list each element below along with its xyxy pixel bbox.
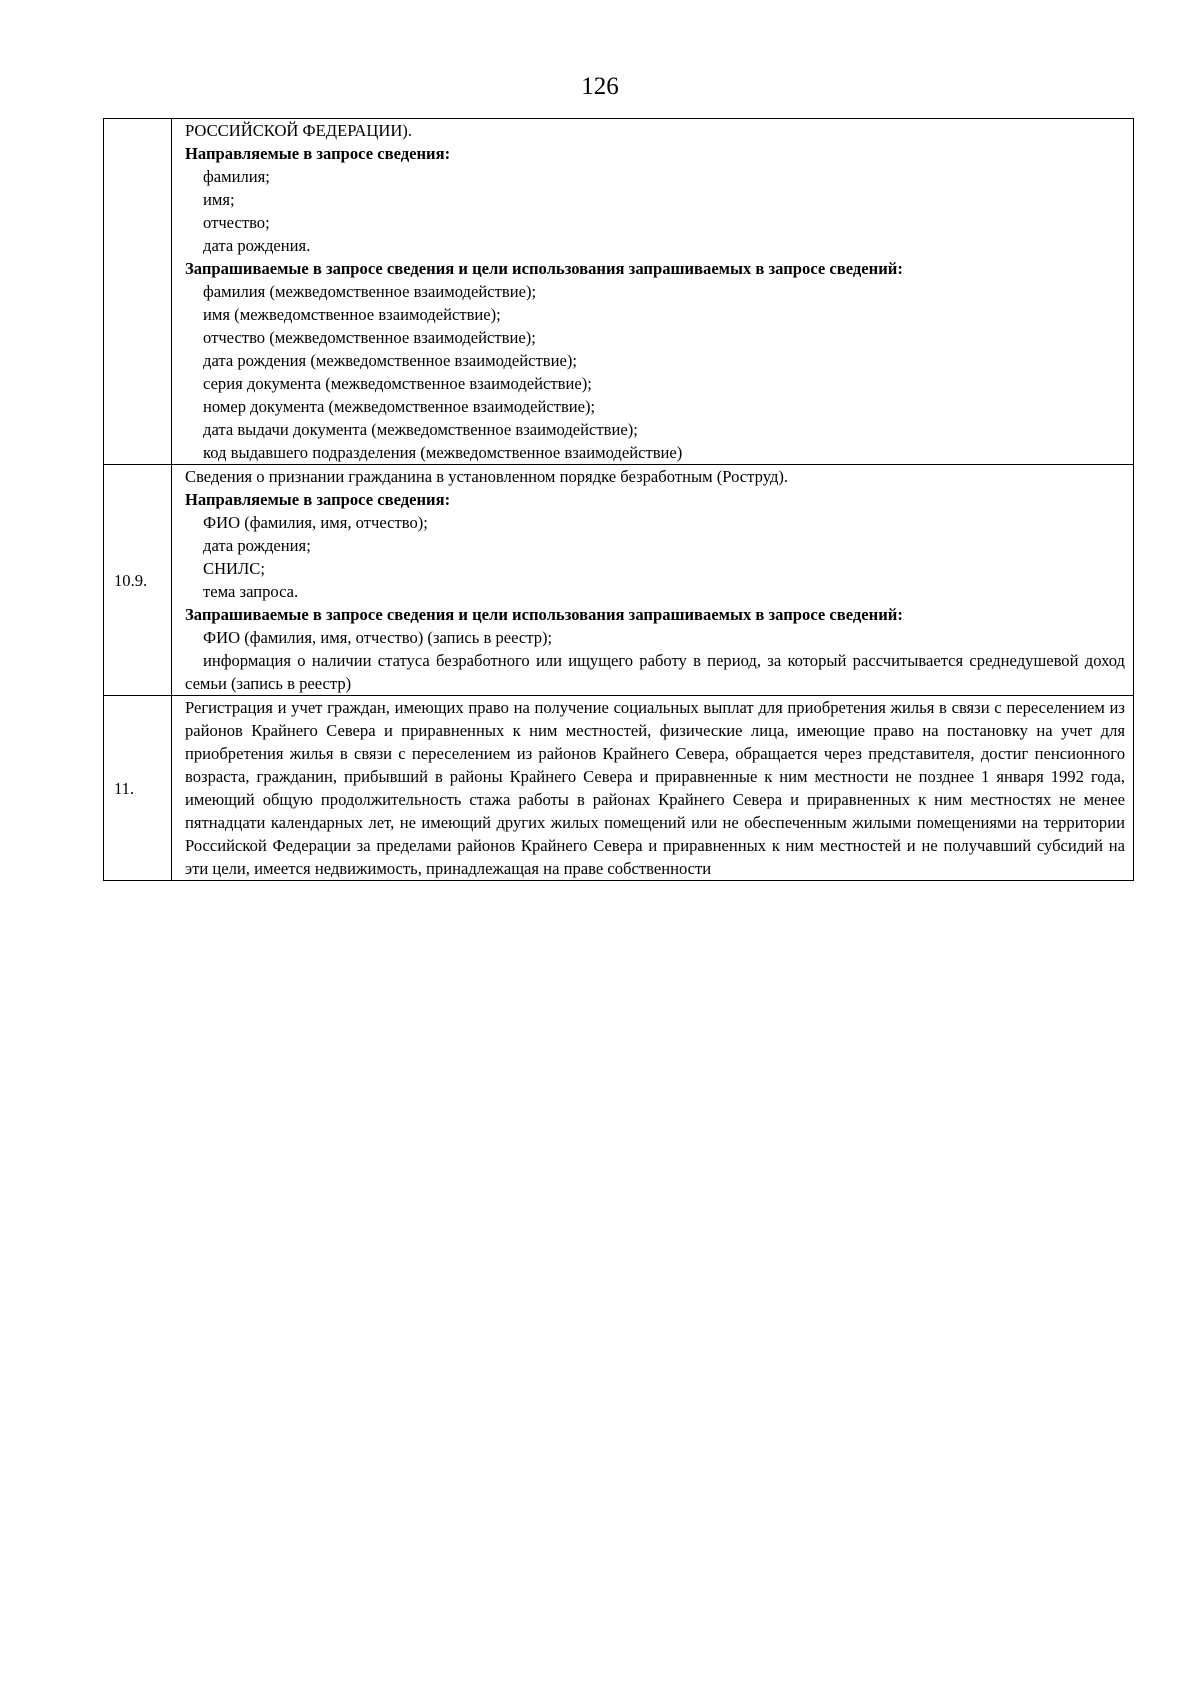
row-content-cell xyxy=(172,119,1134,465)
table-row xyxy=(104,696,1134,881)
list-item: дата рождения; xyxy=(203,536,311,555)
document-table xyxy=(103,118,1134,881)
list-item: дата выдачи документа (межведомственное взаимодействие); xyxy=(203,420,638,439)
list-item: номер документа (межведомственное взаимодействие); xyxy=(203,397,596,416)
row-content-cell xyxy=(172,465,1134,696)
text-line: РОССИЙСКОЙ ФЕДЕРАЦИИ). xyxy=(185,121,412,140)
row-content-cell xyxy=(172,696,1134,881)
table-row xyxy=(104,119,1134,465)
paragraph: Регистрация и учет граждан, имеющих право на получение социальных выплат для приобретения жилья в связи с переселением из районов Крайнего Севера и приравненных к ним местностей, физические лица, имеющие право на постановку на учет для приобретения жилья в связи с переселением из районов Крайнего Севера, обращается через представителя, достиг пенсионного возраста, гражданин, прибывший в районы Крайнего Севера и приравненные к ним местности не позднее 1 января 1992 года, имеющий общую продолжительность стажа работы в районах Крайнего Севера и приравненных к ним местностях не менее пятнадцати календарных лет, не имеющий других жилых помещений или не обеспеченным жилыми помещениями на территории Российской Федерации за пределами районов Крайнего Севера и приравненных к ним местностей и не получавший субсидий на эти цели, имеется недвижимость, принадлежащая на праве собственности xyxy=(185,698,1125,878)
list-item: имя (межведомственное взаимодействие); xyxy=(203,305,501,324)
list-item: СНИЛС; xyxy=(203,559,265,578)
row-number-cell: 11. xyxy=(104,696,172,881)
list-item: дата рождения (межведомственное взаимодействие); xyxy=(203,351,577,370)
section-heading: Направляемые в запросе сведения: xyxy=(185,144,451,163)
list-item: ФИО (фамилия, имя, отчество); xyxy=(203,513,428,532)
section-heading: Запрашиваемые в запросе сведения и цели использования запрашиваемых в запросе сведений: xyxy=(185,259,903,278)
list-item: фамилия (межведомственное взаимодействие); xyxy=(203,282,537,301)
list-item: тема запроса. xyxy=(203,582,299,601)
list-item: отчество (межведомственное взаимодействие); xyxy=(203,328,536,347)
list-item: ФИО (фамилия, имя, отчество) (запись в реестр); xyxy=(203,628,553,647)
list-item: фамилия; xyxy=(203,167,270,186)
list-item: дата рождения. xyxy=(203,236,311,255)
page-number: 126 xyxy=(581,73,619,100)
section-heading: Запрашиваемые в запросе сведения и цели использования запрашиваемых в запросе сведений: xyxy=(185,605,903,624)
row-number-cell: 10.9. xyxy=(104,465,172,696)
list-item: серия документа (межведомственное взаимодействие); xyxy=(203,374,592,393)
table-row xyxy=(104,465,1134,696)
section-heading: Направляемые в запросе сведения: xyxy=(185,490,451,509)
list-item: отчество; xyxy=(203,213,270,232)
text-line: Сведения о признании гражданина в установленном порядке безработным (Роструд). xyxy=(185,467,789,486)
paragraph: информация о наличии статуса безработного или ищущего работу в период, за который рассчитывается среднедушевой доход семьи (запись в реестр) xyxy=(185,651,1125,693)
list-item: код выдавшего подразделения (межведомственное взаимодействие) xyxy=(203,443,683,462)
list-item: имя; xyxy=(203,190,235,209)
row-number-cell xyxy=(104,119,172,465)
